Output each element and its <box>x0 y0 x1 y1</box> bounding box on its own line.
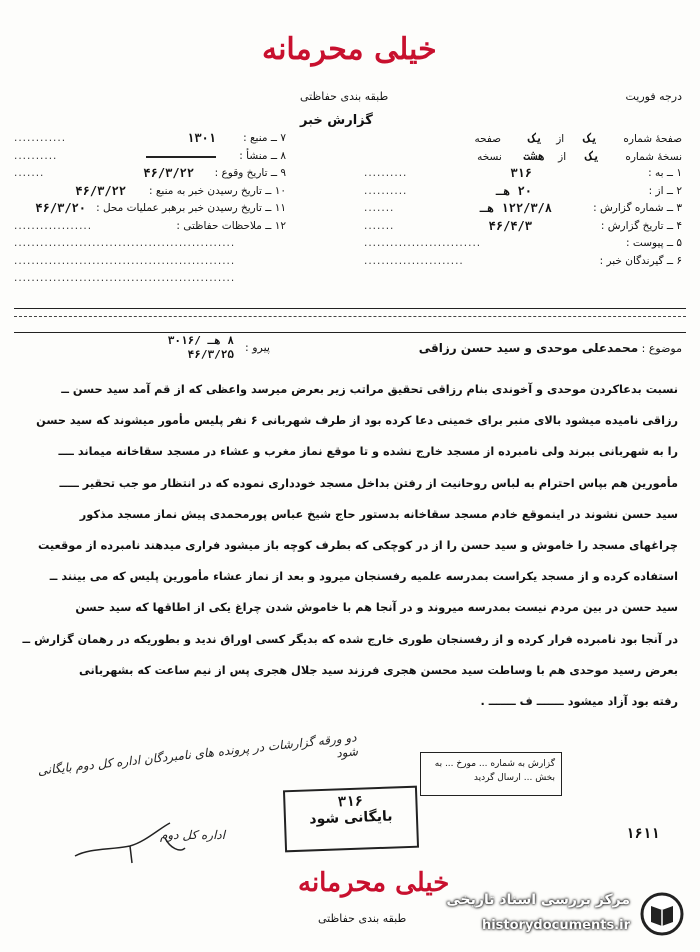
body-line: نسبت بدعاکردن موحدی و آخوندی بنام رزاقی تحقیق مراتب زیر بعرض میرسد واعظی که از قم آمد سید حسن ــ <box>61 383 678 396</box>
field-receipt-date-ops: ۱۱ ــ تاریخ رسیدن خبر برهبر عملیات محل : ۴۶/۳/۲۰ <box>35 201 286 215</box>
top-classified-stamp: خیلی محرمانه <box>262 32 437 67</box>
watermark-title: مرکز بررسی اسناد تاریخی <box>446 892 630 908</box>
header-divider <box>14 308 686 309</box>
field-copy-number: نسخهٔ شماره یک از هشت نسخه <box>477 148 682 163</box>
watermark-url: historydocuments.ir <box>481 918 630 933</box>
field-report-number: ۳ ــ شماره گزارش : ۱۲۲/۳/۸ هـ ....... <box>364 201 682 215</box>
left-fields <box>14 130 286 288</box>
body-line: رفته بود آزاد میشود ـــــــ ف ـــــــ . <box>480 694 678 708</box>
body-line: سید حسن نشوند در اینموقع خادم مسجد سقاخانه بدستور حاج شیخ عباس پورمحمدی پیش نماز مسجد مذکور <box>79 507 678 521</box>
body-line: در آنجا بود نامبرده فرار کرده و از رفسنجان طوری خارج شده که بدیگر کسی اوراق ندید و بطوریکه در رهمان گزارش ــ <box>22 632 678 646</box>
footer-classification-label: طبقه بندی حفاظتی <box>318 912 407 925</box>
field-receipt-date-source: ۱۰ ــ تاریخ رسیدن خبر به منبع : ۴۶/۳/۲۲ <box>75 183 286 198</box>
right-fields <box>364 130 682 270</box>
blank-line-1: ................................................... <box>14 237 236 249</box>
field-to: ۱ ــ به : ۳۱۶ .......... <box>364 166 682 180</box>
signature-text: اداره کل دوم <box>160 828 226 842</box>
priority-label: درجه فوریت <box>625 90 682 103</box>
body-line: چراغهای مسجد را خاموش و سید حسن را از در کوچکی که بطرف کوچه باز میشود فراری میدهند نامبرده از موقعیت <box>37 538 678 552</box>
report-title: گزارش خبر <box>300 113 373 128</box>
field-report-date: ۴ ــ تاریخ گزارش : ۴۶/۴/۳ ....... <box>364 218 682 233</box>
field-attachment: ۵ ــ پیوست : ........................... <box>364 237 682 249</box>
body-line: بعرض رسید موحدی هم با وساطت سید محسن هجری فرزند سید جلال هجری پس از نیم ساعت که بشهربانی <box>79 663 678 677</box>
field-recipients: ۶ ــ گیرندگان خبر : ....................... <box>364 254 682 267</box>
body-line: رزاقی نامیده میشود بالای منبر برای خمینی دعا کرده بود از طرف شهربانی ۶ نفر پلیس مأمور میشوند که سید حسن <box>36 414 678 428</box>
subject-line: موضوع : محمدعلی موحدی و سید حسن رزاقی پیرو : ۸ هـ /۳۰۱۶ ۴۶/۳/۲۵ <box>167 334 682 361</box>
page-number: ۱۶۱۱ <box>626 826 660 842</box>
classification-label: طبقه بندی حفاظتی <box>300 90 389 103</box>
header-divider-dashed <box>14 316 686 317</box>
book-logo-icon <box>638 890 686 938</box>
field-from: ۲ ــ از : ۲۰ هـ .......... <box>364 183 682 198</box>
body-line: سید حسن در بین مردم نیست بمدرسه میروند و در آنجا هم با خاموش شدن چراغ یکی از اطاقها که سید حسن <box>75 601 678 615</box>
bottom-classified-stamp: خیلی محرمانه <box>298 868 450 898</box>
field-source: ۷ ــ منبع : ۱۳۰۱ ............ <box>14 131 286 145</box>
signature-scribble <box>70 818 190 868</box>
blank-line-3: ................................................... <box>14 272 236 284</box>
field-page-number: صفحهٔ شماره یک از یک صفحه <box>474 131 682 145</box>
body-line: استفاده کرده و از مسجد یکراست بمدرسه علمیه رفسنجان میرود و بعد از نماز عشاء مأمورین پلیس که می بینند ــ <box>49 570 678 584</box>
routing-box: گزارش به شماره ... مورخ ... به بخش ... ارسال گردید <box>420 752 562 796</box>
body-line: را به شهربانی ببرند ولی نامبرده از مسجد خارج نشده و تا موقع نماز مغرب و عشاء در مسجد سقاخانه میماند ــــ <box>58 445 678 459</box>
report-body <box>16 374 678 717</box>
blank-line-2: ................................................... <box>14 254 236 267</box>
handwritten-note: دو ورقه گزارشات در پرونده های نامبردگان اداره کل دوم بایگانی شود <box>37 730 359 778</box>
subject-top-rule <box>14 332 686 333</box>
field-event-date: ۹ ــ تاریخ وقوع : ۴۶/۳/۲۲ ....... <box>14 166 286 180</box>
watermark <box>418 872 700 952</box>
field-origin: ۸ ــ منشأ : .......... <box>14 149 286 162</box>
body-line: مأمورین هم بپاس احترام به لباس روحانیت از رفتن بداخل مسجد خودداری نموده که در انتظار مو جب تحقیر ـــــ <box>59 476 678 490</box>
field-security-notes: ۱۲ ــ ملاحظات حفاظتی : .................. <box>14 219 286 232</box>
filing-stamp: ۳۱۶ بایگانی شود <box>283 786 419 853</box>
